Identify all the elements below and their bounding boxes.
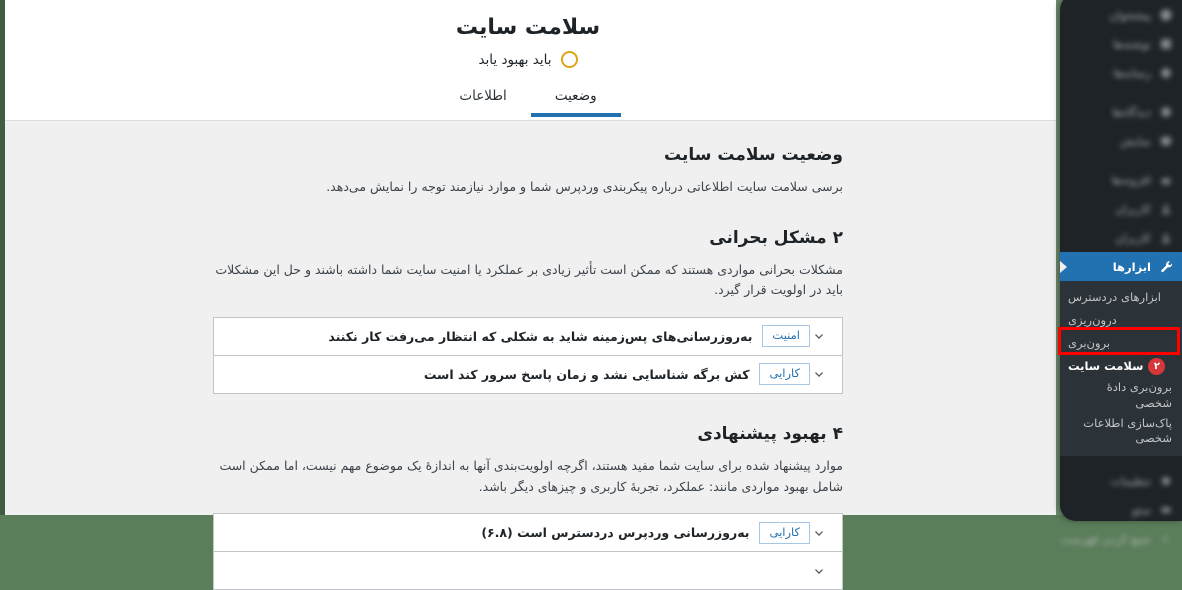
appearance-icon [1158,133,1174,149]
submenu-item-label: برون‌بری [1068,335,1111,350]
status-label: باید بهبود یابد [478,51,552,68]
submenu-item-export-personal-data[interactable] [1060,378,1182,413]
left-edge-strip [0,0,5,515]
donut-circle-icon [561,51,578,68]
submenu-item-label: درون‌ریزی [1068,312,1117,327]
settings-icon [1158,473,1174,489]
sidebar-item-appearance[interactable] [1060,126,1182,155]
submenu-item-available-tools[interactable] [1060,286,1182,309]
users-icon [1158,230,1174,246]
issue-badge: کارایی [759,522,810,544]
seo-icon [1158,502,1174,518]
issue-accordion-row[interactable] [214,514,842,552]
submenu-item-import[interactable] [1060,309,1182,332]
submenu-item-export[interactable] [1060,332,1182,355]
sidebar-item-label: تنظیمات [1110,473,1151,488]
admin-sidebar [1056,0,1182,546]
issue-badge: امنیت [762,325,810,347]
recommended-improvements-heading: ۴ بهبود پیشنهادی [697,423,843,444]
chevron-down-icon[interactable] [810,365,828,383]
sidebar-item-label: پیشخوان [1109,7,1151,22]
issue-accordion-row[interactable] [214,356,842,394]
issue-accordion-row[interactable] [214,318,842,356]
menu-separator [1060,155,1182,165]
sidebar-item-label: سئو [1131,502,1151,517]
issue-title: به‌روزرسانی‌های پس‌زمینه شاید به شکلی که انتظار می‌رفت کار نکنند [328,328,753,344]
comment-icon [1158,104,1174,120]
chevron-down-icon[interactable] [810,327,828,345]
sidebar-item-posts[interactable] [1060,29,1182,58]
sidebar-item-dashboard[interactable] [1060,0,1182,29]
critical-issues-list [213,317,843,394]
sidebar-item-seo[interactable] [1060,495,1182,524]
sidebar-item-users-2[interactable] [1060,223,1182,252]
site-health-tabs [0,82,1056,117]
site-health-status [0,51,1056,68]
sidebar-item-settings[interactable] [1060,466,1182,495]
overview-description: برسی سلامت سایت اطلاعاتی درباره پیکربندی وردپرس شما و موارد نیازمند توجه را نمایش می‌دهد. [326,179,843,194]
sidebar-item-label: نمایش [1119,133,1151,148]
chevron-down-icon[interactable] [810,524,828,542]
sidebar-item-label: کاربران [1115,201,1151,216]
sidebar-item-collapse-menu[interactable] [1060,524,1182,553]
sidebar-item-label: دیدگاه‌ها [1112,104,1151,119]
sidebar-item-label: کاربران [1115,230,1151,245]
issue-accordion-row[interactable] [214,552,842,590]
critical-issues-heading: ۲ مشکل بحرانی [709,227,843,248]
admin-menu-panel [1060,0,1182,546]
recommended-issues-list [213,513,843,590]
sidebar-item-comments[interactable] [1060,97,1182,126]
submenu-item-label: برون‌بری دادهٔ شخصی [1106,380,1172,410]
sidebar-item-label: افزونه‌ها [1111,172,1151,187]
issue-badge: کارایی [759,363,810,385]
critical-issues-description: مشکلات بحرانی مواردی هستند که ممکن است تأثیر زیادی بر عملکرد یا امنیت سایت شما داشته باشند و حل این مشکلات باید در اولویت قرار گیرد. [215,261,843,298]
tab-info[interactable]: اطلاعات [435,82,530,117]
site-health-body [0,121,1056,541]
issue-title: کش برگه شناسایی نشد و زمان پاسخ سرور کند است [423,366,750,382]
tab-status[interactable]: وضعیت [531,82,621,117]
submenu-item-label: پاک‌سازی اطلاعات شخصی [1083,415,1172,446]
site-health-header [0,0,1056,121]
sidebar-item-label: جمع کردن فهرست [1060,531,1151,546]
overview-heading: وضعیت سلامت سایت [664,145,843,165]
issue-title: به‌روزرسانی وردپرس دردسترس است (۶.۸) [481,525,750,541]
menu-separator [1060,456,1182,466]
menu-separator [1060,87,1182,97]
status-badge: ۲ [1148,358,1165,375]
sidebar-item-label: رسانه‌ها [1113,65,1151,80]
plugins-icon [1158,172,1174,188]
submenu-item-label: ابزارهای دردسترس [1068,289,1161,304]
chevron-down-icon[interactable] [810,562,828,580]
users-icon [1158,201,1174,217]
submenu-item-label: سلامت سایت [1068,358,1144,373]
page-title: سلامت سایت [455,15,601,40]
pin-icon [1158,36,1174,52]
sidebar-item-users[interactable] [1060,194,1182,223]
sidebar-item-tools[interactable] [1060,252,1182,281]
sidebar-item-media[interactable] [1060,58,1182,87]
submenu-item-site-health[interactable] [1060,355,1182,378]
tools-submenu [1060,281,1182,456]
collapse-icon [1158,531,1174,547]
admin-menu-items [1060,0,1182,553]
sidebar-item-label: ابزارها [1112,259,1151,274]
recommended-improvements-description: موارد پیشنهاد شده برای سایت شما مفید هستند، اگرچه اولویت‌بندی آنها به اندازهٔ یک موضوع مهم نیست، اما ممکن است شامل بهبود مواردی مانند: عملکرد، تجربهٔ کاربری و چیزهای دیگر باشد. [219,457,843,494]
submenu-item-erase-personal-data[interactable] [1060,413,1182,449]
sidebar-item-label: نوشته‌ها [1113,36,1151,51]
wrench-icon [1158,259,1174,275]
dashboard-icon [1158,7,1174,23]
media-icon [1158,65,1174,81]
sidebar-item-plugins[interactable] [1060,165,1182,194]
content-wrapper [213,121,843,590]
